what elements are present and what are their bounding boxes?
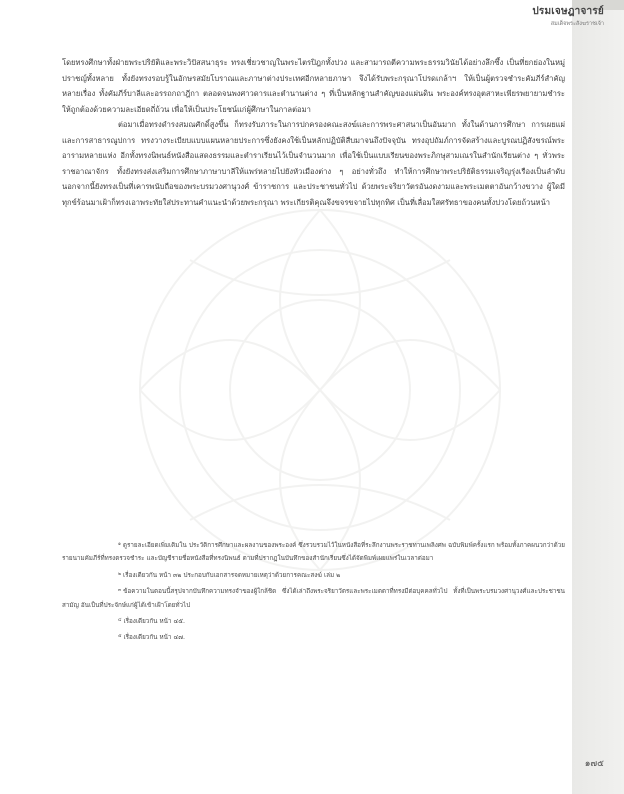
running-header xyxy=(532,4,604,28)
running-header-title: ปรมเจษฎาจารย์ xyxy=(532,6,604,17)
footnote xyxy=(62,584,565,612)
footnote xyxy=(62,538,565,566)
footnote-marker: ๕ xyxy=(118,634,122,640)
footnote xyxy=(62,630,565,644)
running-header-subtitle: สมเด็จพระสังฆราชเจ้า xyxy=(550,21,604,27)
footnote-text: เรื่องเดียวกัน หน้า ๓๒ ประกอบกับเอกสารจดหมายเหตุว่าด้วยการคณะสงฆ์ เล่ม ๒ xyxy=(123,571,341,579)
footnote-marker: ๑ xyxy=(118,542,121,547)
footnotes xyxy=(62,538,565,647)
body-paragraph-2: ต่อมาเมื่อทรงดำรงสมณศักดิ์สูงขึ้น ก็ทรงรับภาระในการปกครองคณะสงฆ์และการพระศาสนาเป็นอันมาก ทั้งในด้านการศึกษา การเผยแผ่ และการสาธารณูปการ ทรงวางระเบียบแบบแผนหลายประการซึ่งยังคงใช้เป็นหลักปฏิบัติสืบมาจนถึงปัจจุบัน ทรงอุปถัมภ์การจัดสร้างและบูรณปฏิสังขรณ์พระอารามหลายแห่ง อีกทั้งทรงนิพนธ์หนังสือแสดงธรรมและตำราเรียนไว้เป็นจำนวนมาก เพื่อใช้เป็นแบบเรียนของพระภิกษุสามเณรในสำนักเรียนต่าง ๆ ทั่วพระราชอาณาจักร ทั้งยังทรงส่งเสริมการศึกษาภาษาบาลีให้แพร่หลายไปยังหัวเมืองต่าง ๆ อย่างทั่วถึง ทำให้การศึกษาพระปริยัติธรรมเจริญรุ่งเรืองเป็นลำดับ นอกจากนี้ยังทรงเป็นที่เคารพนับถือของพระบรมวงศานุวงศ์ ข้าราชการ และประชาชนทั่วไป ด้วยพระจริยาวัตรอันงดงามและพระเมตตาอันกว้างขวาง ผู้ใดมีทุกข์ร้อนมาเฝ้าก็ทรงเอาพระทัยใส่ประทานคำแนะนำด้วยพระกรุณา พระเกียรติคุณจึงขจรขจายไปทุกทิศ เป็นที่เลื่อมใสศรัทธาของคนทั้งปวงโดยถ้วนหน้า xyxy=(62,120,565,207)
body-paragraph-1: โดยทรงศึกษาทั้งฝ่ายพระปริยัติและพระวิปัสสนาธุระ ทรงเชี่ยวชาญในพระไตรปิฎกทั้งปวง และสามารถตีความพระธรรมวินัยได้อย่างลึกซึ้ง เป็นที่ยกย่องในหมู่ปราชญ์ทั้งหลาย ทั้งยังทรงรอบรู้ในอักษรสมัยโบราณและภาษาต่างประเทศอีกหลายภาษา จึงได้รับพระกรุณาโปรดเกล้าฯ ให้เป็นผู้ตรวจชำระคัมภีร์สำคัญหลายเรื่อง ทั้งคัมภีร์บาลีและอรรถกถาฎีกา ตลอดจนพงศาวดารและตำนานต่าง ๆ ที่เป็นหลักฐานสำคัญของแผ่นดิน พระองค์ทรงอุตสาหะเพียรพยายามชำระให้ถูกต้องด้วยความละเอียดถี่ถ้วน เพื่อให้เป็นประโยชน์แก่ผู้ศึกษาในกาลต่อมา xyxy=(62,58,565,114)
footnote-text: เรื่องเดียวกัน หน้า ๔๕. xyxy=(123,618,185,626)
footnote xyxy=(62,614,565,628)
footnote-marker: ๒ xyxy=(118,571,122,577)
footnote-text: ดูรายละเอียดเพิ่มเติมใน ประวัติการศึกษาและผลงานของพระองค์ ซึ่งรวบรวมไว้ในหนังสือที่ระลึกงานพระราชทานเพลิงศพ ฉบับพิมพ์ครั้งแรก พร้อมทั้งภาคผนวกว่าด้วยรายนามคัมภีร์ที่ทรงตรวจชำระ และบัญชีรายชื่อหนังสือที่ทรงนิพนธ์ ตามที่ปรากฏในบันทึกของสำนักเรียนซึ่งได้จัดพิมพ์เผยแพร่ในเวลาต่อมา xyxy=(62,542,565,563)
body-text xyxy=(62,55,565,210)
page-number: ๑๗๕ xyxy=(584,759,604,769)
footnote-marker: ๓ xyxy=(118,588,122,594)
footnote-text: ข้อความในตอนนี้สรุปจากบันทึกความทรงจำของผู้ใกล้ชิด ซึ่งได้เล่าถึงพระจริยาวัตรและพระเมตตาที่ทรงมีต่อบุคคลทั่วไป ทั้งที่เป็นพระบรมวงศานุวงศ์และประชาชนสามัญ อันเป็นที่ประจักษ์แก่ผู้ได้เข้าเฝ้าโดยทั่วไป xyxy=(62,588,565,609)
footnote-text: เรื่องเดียวกัน หน้า ๔๗. xyxy=(123,634,185,642)
footnote-marker: ๔ xyxy=(118,618,122,624)
footnote xyxy=(62,568,565,582)
